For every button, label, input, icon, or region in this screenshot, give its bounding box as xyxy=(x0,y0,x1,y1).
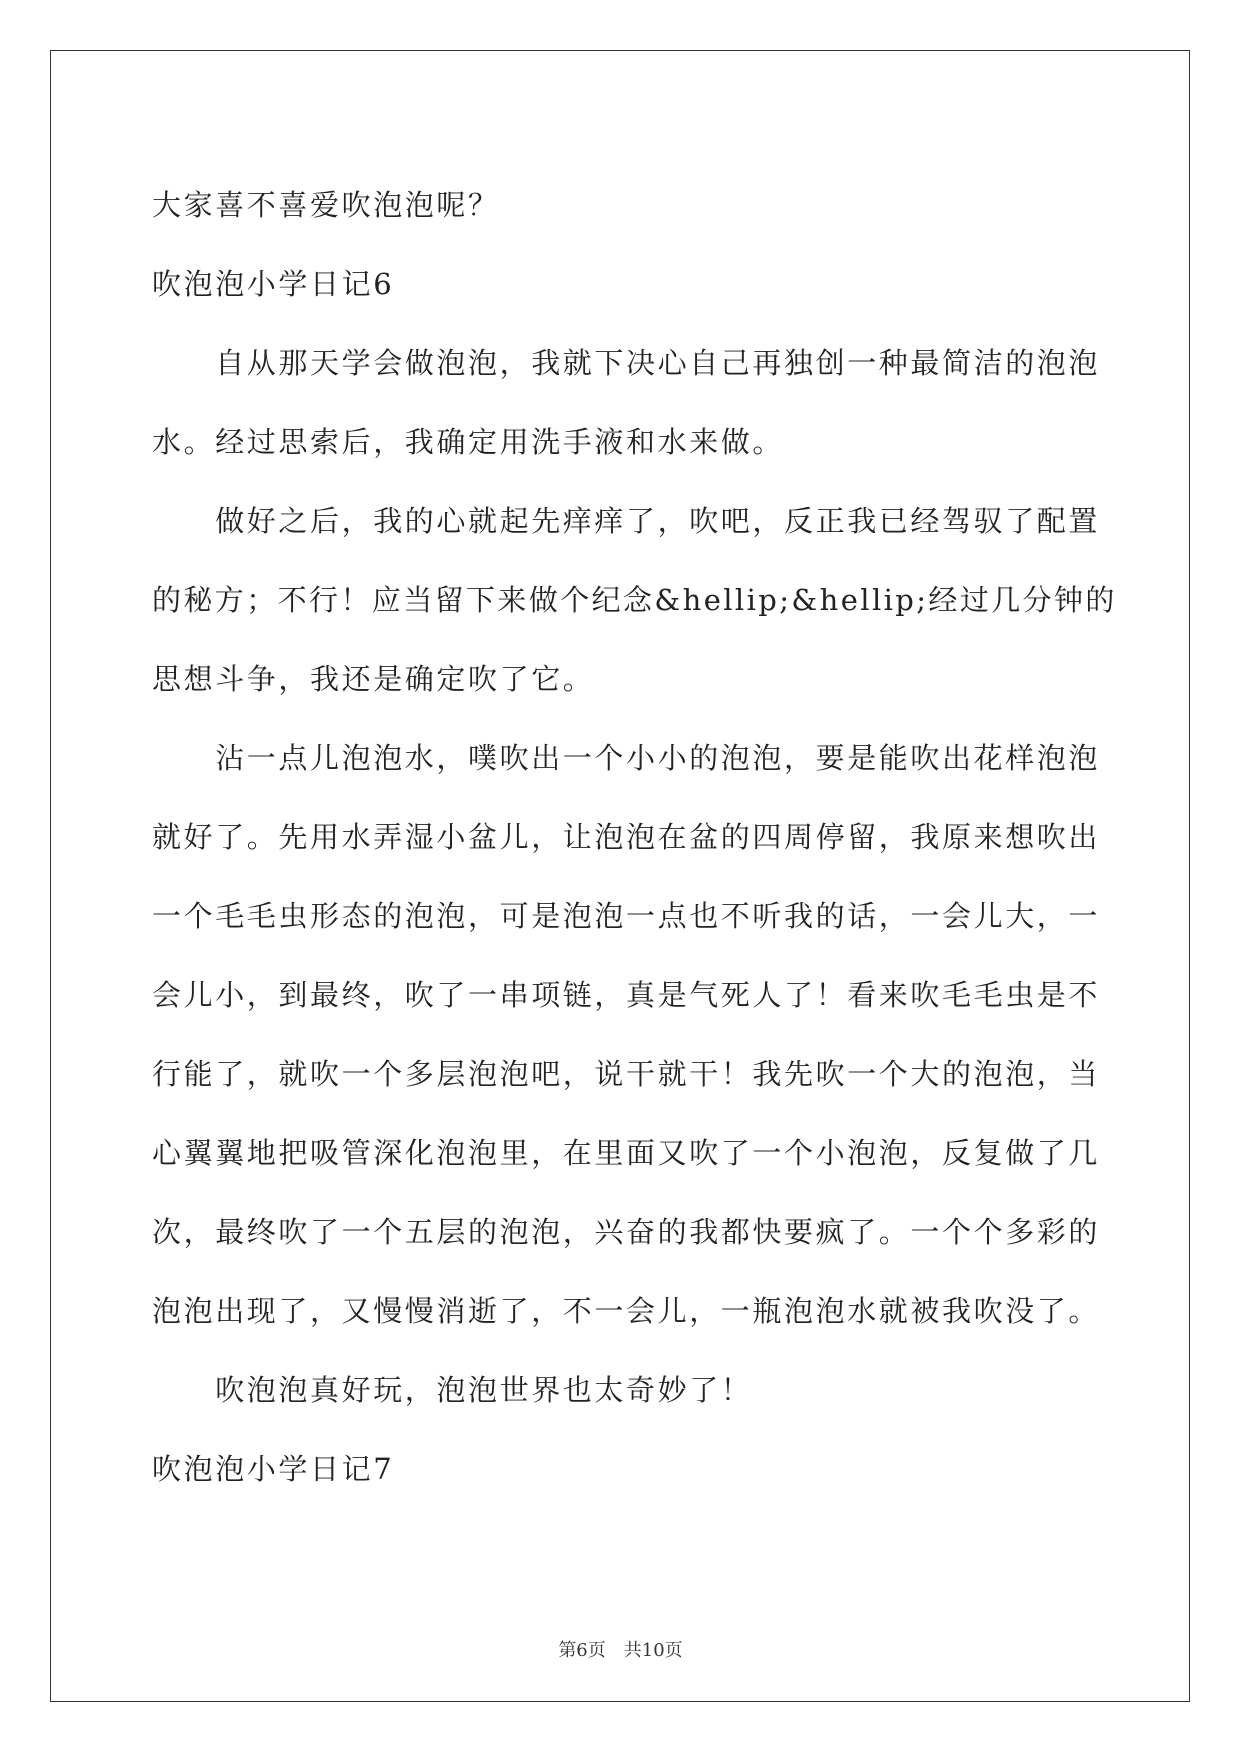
paragraph-line: 自从那天学会做泡泡，我就下决心自己再独创一种最简洁的泡泡 xyxy=(152,346,1101,380)
paragraph-line: 行能了，就吹一个多层泡泡吧，说干就干！我先吹一个大的泡泡，当 xyxy=(152,1057,1101,1091)
paragraph-line: 吹泡泡真好玩，泡泡世界也太奇妙了！ xyxy=(152,1373,753,1407)
paragraph-line: 泡泡出现了，又慢慢消逝了，不一会儿，一瓶泡泡水就被我吹没了。 xyxy=(152,1294,1101,1328)
paragraph-line: 思想斗争，我还是确定吹了它。 xyxy=(152,662,595,696)
text-line: 大家喜不喜爱吹泡泡呢？ xyxy=(152,188,500,222)
paragraph-line: 的秘方；不行！应当留下来做个纪念&hellip;&hellip;经过几分钟的 xyxy=(152,583,1117,617)
page-total: 共10页 xyxy=(623,1640,683,1661)
paragraph-line: 次，最终吹了一个五层的泡泡，兴奋的我都快要疯了。一个个多彩的 xyxy=(152,1215,1101,1249)
paragraph-line: 就好了。先用水弄湿小盆儿，让泡泡在盆的四周停留，我原来想吹出 xyxy=(152,820,1101,854)
paragraph-line: 做好之后，我的心就起先痒痒了，吹吧，反正我已经驾驭了配置 xyxy=(152,504,1101,538)
paragraph-line: 会儿小，到最终，吹了一串项链，真是气死人了！看来吹毛毛虫是不 xyxy=(152,978,1101,1012)
page-footer xyxy=(0,1636,1241,1662)
section-heading: 吹泡泡小学日记7 xyxy=(152,1452,395,1486)
document-body xyxy=(152,166,1117,1509)
page-number: 第6页 xyxy=(558,1640,606,1661)
paragraph-line: 水。经过思索后，我确定用洗手液和水来做。 xyxy=(152,425,785,459)
section-heading: 吹泡泡小学日记6 xyxy=(152,267,395,301)
paragraph-line: 一个毛毛虫形态的泡泡，可是泡泡一点也不听我的话，一会儿大，一 xyxy=(152,899,1101,933)
paragraph-line: 心翼翼地把吸管深化泡泡里，在里面又吹了一个小泡泡，反复做了几 xyxy=(152,1136,1101,1170)
paragraph-line: 沾一点儿泡泡水，噗吹出一个小小的泡泡，要是能吹出花样泡泡 xyxy=(152,741,1101,775)
